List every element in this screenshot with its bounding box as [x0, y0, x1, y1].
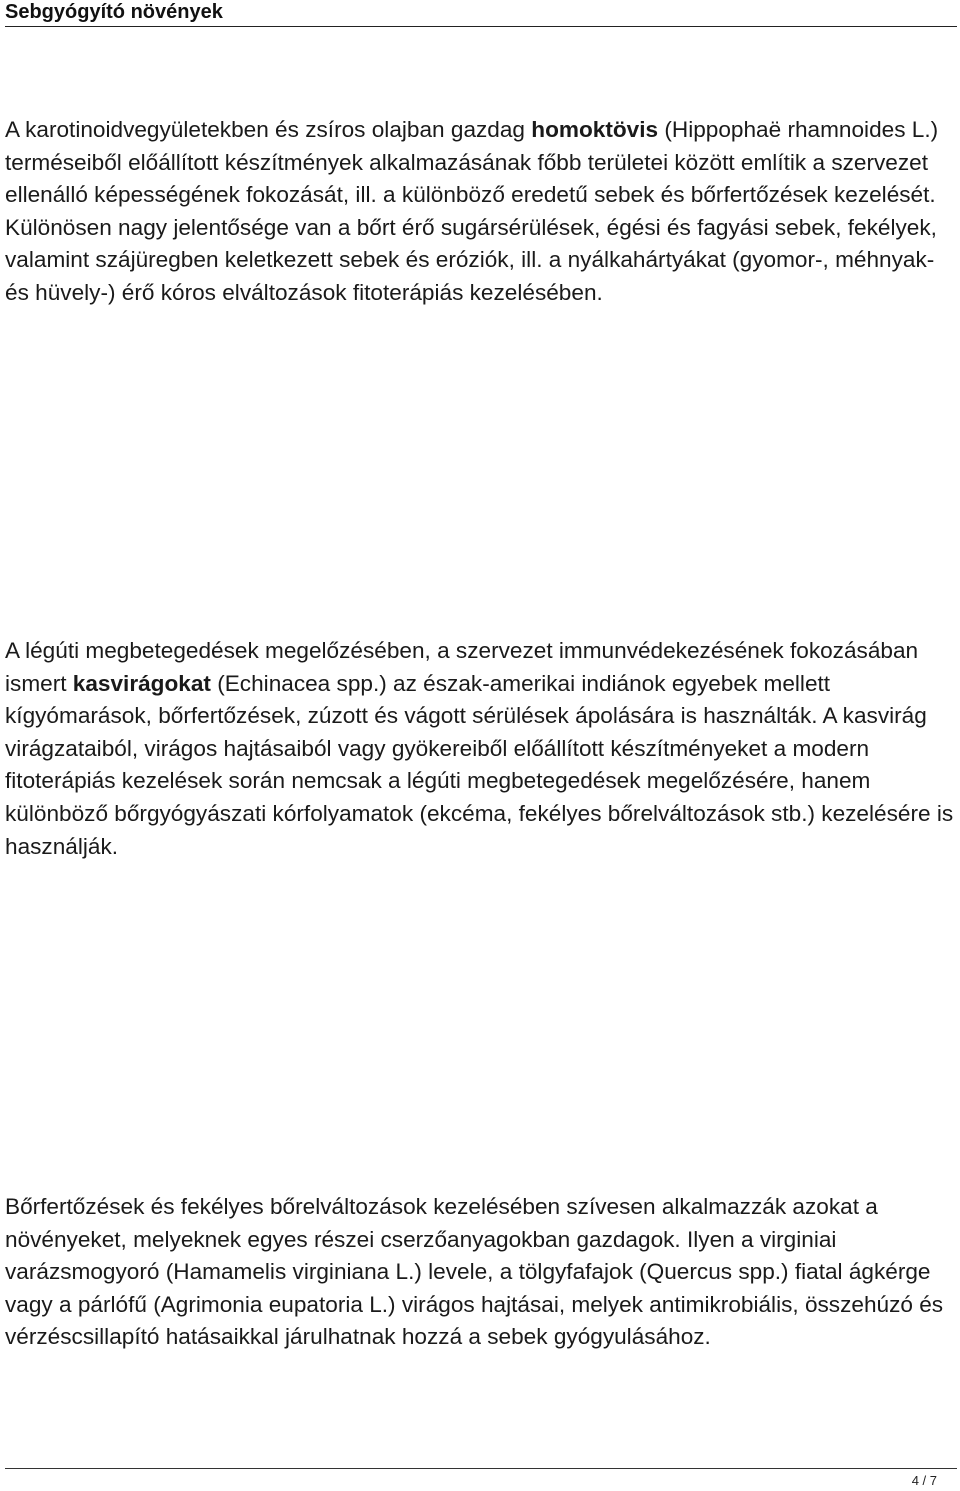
paragraph-text: (Echinacea spp.) az észak-amerikai indiánok egyebek mellett kígyómarások, bőrfertőzések, zúzott és vágott sérülések ápolására is használták. A kasvirág virágzataiból, virágos hajtásaiból vagy gyökereiből előállított készítményeket a modern fitoterápiás kezelések során nemcsak a légúti megbetegedések megelőzésére, hanem különböző bőrgyógyászati kórfolyamatok (ekcéma, fekélyes bőrelváltozások stb.) kezelésére is használják. [5, 670, 954, 859]
paragraph-text: (Hippophaë rhamnoides L.) terméseiből előállított készítmények alkalmazásának főbb területei között említik a szervezet ellenálló képességének fokozását, ill. a különböző eredetű sebek és bőrfertőzések kezelését. Különösen nagy jelentősége van a bőrt érő sugársérülések, égési és fagyási sebek, fekélyek, valamint szájüregben keletkezett sebek és eróziók, ill. a nyálkahártyákat (gyomor-, méhnyak- és hüvely-) érő kóros elváltozások fitoterápiás kezelésében. [5, 117, 939, 305]
paragraph-kasviragok [5, 635, 955, 863]
highlighted-plant-name: kasvirágokat [72, 670, 211, 696]
page-header [5, 0, 957, 27]
highlighted-plant-name: homoktövis [531, 117, 659, 142]
page-footer [5, 1468, 957, 1488]
page-number: 4 / 7 [911, 1473, 937, 1488]
paragraph-cserzoanyagok [5, 1191, 955, 1354]
paragraph-text: Bőrfertőzések és fekélyes bőrelváltozások kezelésében szívesen alkalmazzák azokat a növényeket, melyeknek egyes részei cserzőanyagokban gazdagok. Ilyen a virginiai varázsmogyoró (Hamamelis virginiana L.) levele, a tölgyfafajok (Quercus spp.) fiatal ágkérge vagy a párlófű (Agrimonia eupatoria L.) virágos hajtásai, melyek antimikrobiális, összehúzó és vérzéscsillapító hatásaikkal járulhatnak hozzá a sebek gyógyulásához. [5, 1194, 944, 1350]
paragraph-text: A karotinoidvegyületekben és zsíros olajban gazdag [5, 117, 532, 142]
paragraph-homoktovis [5, 114, 955, 310]
document-title: Sebgyógyító növények [5, 1, 223, 23]
paragraph-text: A légúti megbetegedések megelőzésében, a szervezet immunvédekezésének fokozásában ismert [5, 638, 919, 696]
